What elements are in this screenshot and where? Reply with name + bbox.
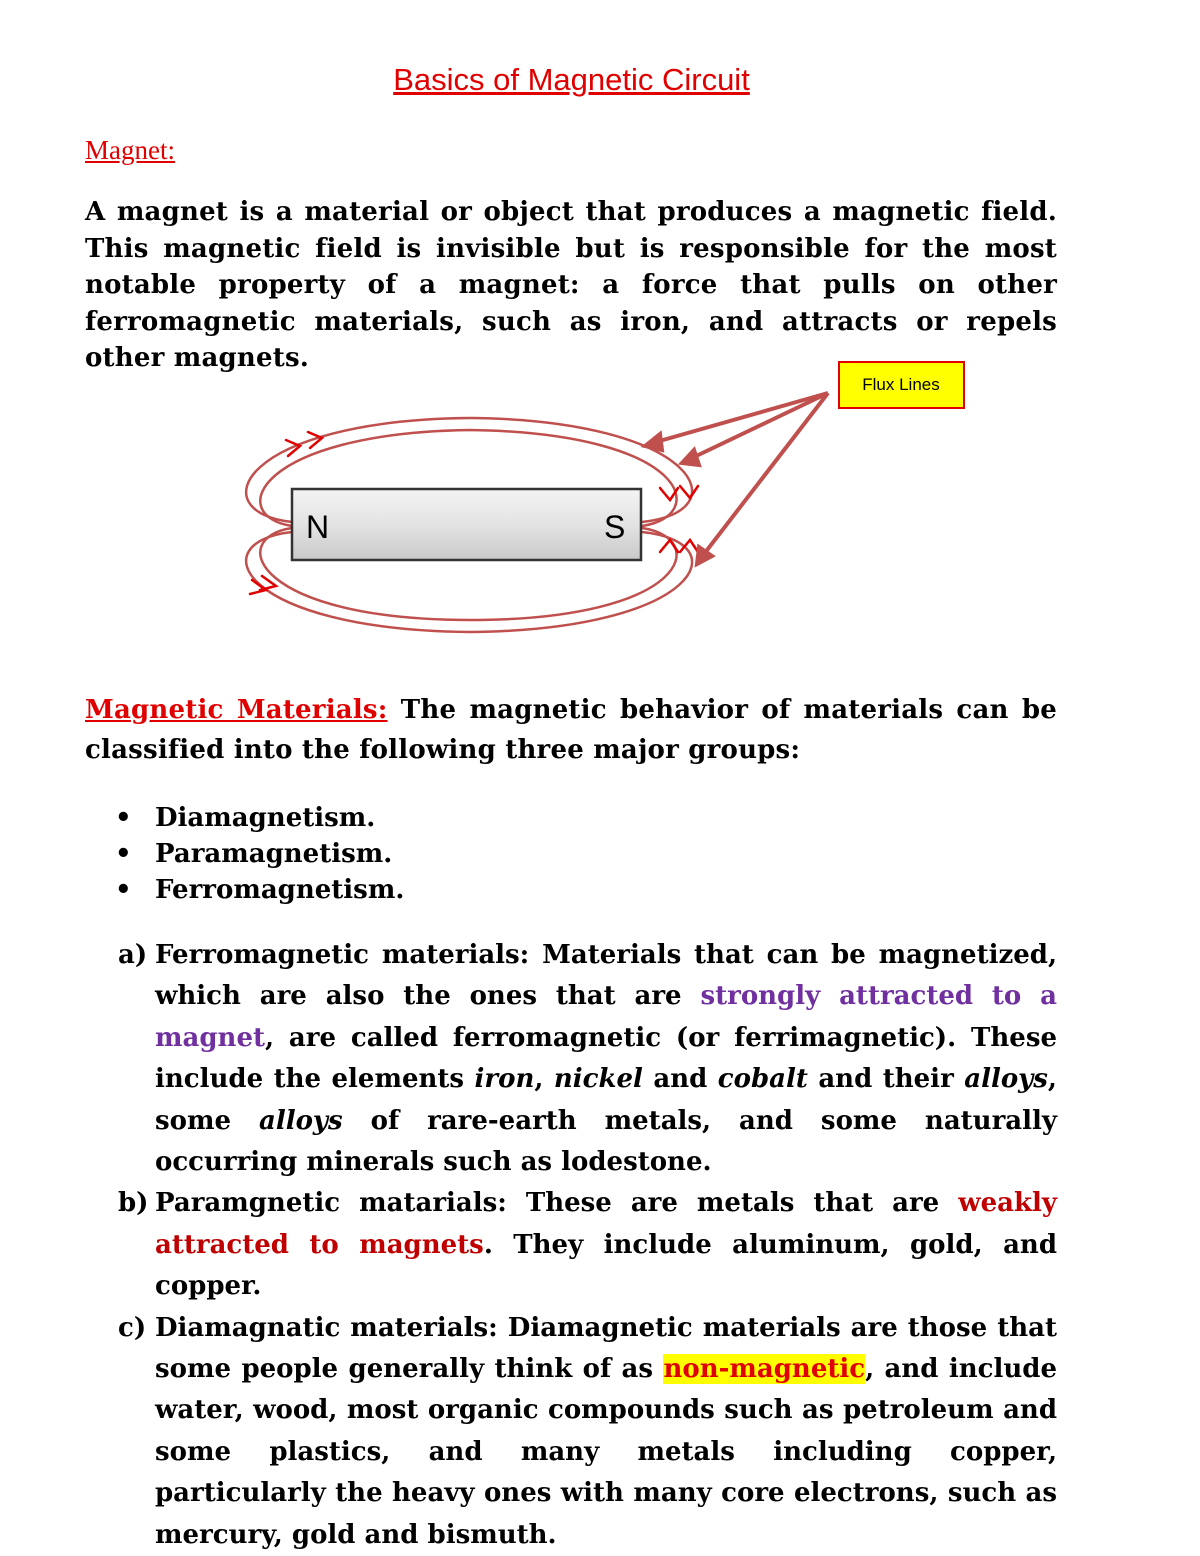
- item-text: . They include aluminum, gold, and copper.: [155, 1229, 1057, 1302]
- materials-heading: Magnetic Materials:: [85, 695, 388, 725]
- item-text: Paramgnetic matarials: These are metals that are: [155, 1188, 959, 1219]
- element-name: nickel: [553, 1064, 643, 1095]
- item-text: , and include water, wood, most organic compounds such as petroleum and some plastics, and many metals including copper, particularly the heavy ones with many core electrons, such as mercury, gold and bismuth.: [155, 1354, 1058, 1550]
- bullet-mark: •: [115, 839, 132, 869]
- material-descriptions: [118, 935, 1057, 1556]
- materials-intro: The magnetic behavior of materials can be classified into the following three major groups:: [85, 695, 1057, 765]
- item-text: , are called ferromagnetic (or ferrimagnetic). These include the elements: [155, 1022, 1057, 1095]
- paramagnetic-item: [118, 1183, 1057, 1307]
- item-text: Diamagnatic materials: Diamagnetic materials are those that some people generally think of as: [155, 1312, 1057, 1385]
- list-item: [115, 836, 404, 872]
- magnet-diagram: [0, 340, 1200, 650]
- group-label: Diamagnetism.: [155, 803, 376, 833]
- callout-label: Flux Lines: [862, 375, 940, 394]
- list-item: [115, 872, 404, 908]
- element-name: alloys: [258, 1105, 343, 1136]
- item-text: Ferromagnetic materials: Materials that can be magnetized, which are also the ones that are: [155, 940, 1057, 1012]
- diamagnetic-item: [118, 1308, 1057, 1556]
- item-text: ,: [534, 1064, 554, 1095]
- item-marker: b): [118, 1188, 149, 1219]
- south-pole-label: S: [604, 509, 626, 545]
- material-groups-list: [115, 800, 404, 908]
- list-item: [115, 800, 404, 836]
- element-name: alloys: [964, 1064, 1048, 1095]
- item-marker: a): [118, 940, 148, 970]
- bullet-mark: •: [115, 875, 132, 905]
- item-text: , some: [155, 1064, 1057, 1136]
- flux-lines-callout: [839, 362, 964, 408]
- page-title: Basics of Magnetic Circuit: [393, 62, 750, 97]
- element-name: iron: [474, 1064, 535, 1095]
- bullet-mark: •: [115, 803, 132, 833]
- item-marker: c): [118, 1312, 147, 1343]
- emphasis-text: weakly attracted to magnets: [155, 1188, 1057, 1260]
- highlighted-text: non-magnetic: [663, 1354, 866, 1385]
- magnet-heading: Magnet:: [85, 135, 175, 165]
- emphasis-text: strongly attracted to a magnet: [155, 981, 1057, 1053]
- group-label: Ferromagnetism.: [155, 875, 405, 905]
- item-text: and their: [807, 1064, 965, 1095]
- element-name: cobalt: [717, 1064, 808, 1095]
- ferromagnetic-item: [118, 935, 1057, 1183]
- north-pole-label: N: [306, 509, 330, 545]
- item-text: of rare-earth metals, and some naturally occurring minerals such as lodestone.: [155, 1105, 1057, 1178]
- magnet-definition: A magnet is a material or object that produces a magnetic field. This magnetic field is invisible but is responsible for the most notable property of a magnet: a force that pulls on other ferromagnetic materials, such as iron, and attracts or repels other magnets.: [85, 197, 1057, 373]
- materials-paragraph: [85, 690, 1057, 770]
- bar-magnet: [292, 489, 641, 560]
- item-text: and: [642, 1064, 718, 1095]
- group-label: Paramagnetism.: [155, 839, 393, 869]
